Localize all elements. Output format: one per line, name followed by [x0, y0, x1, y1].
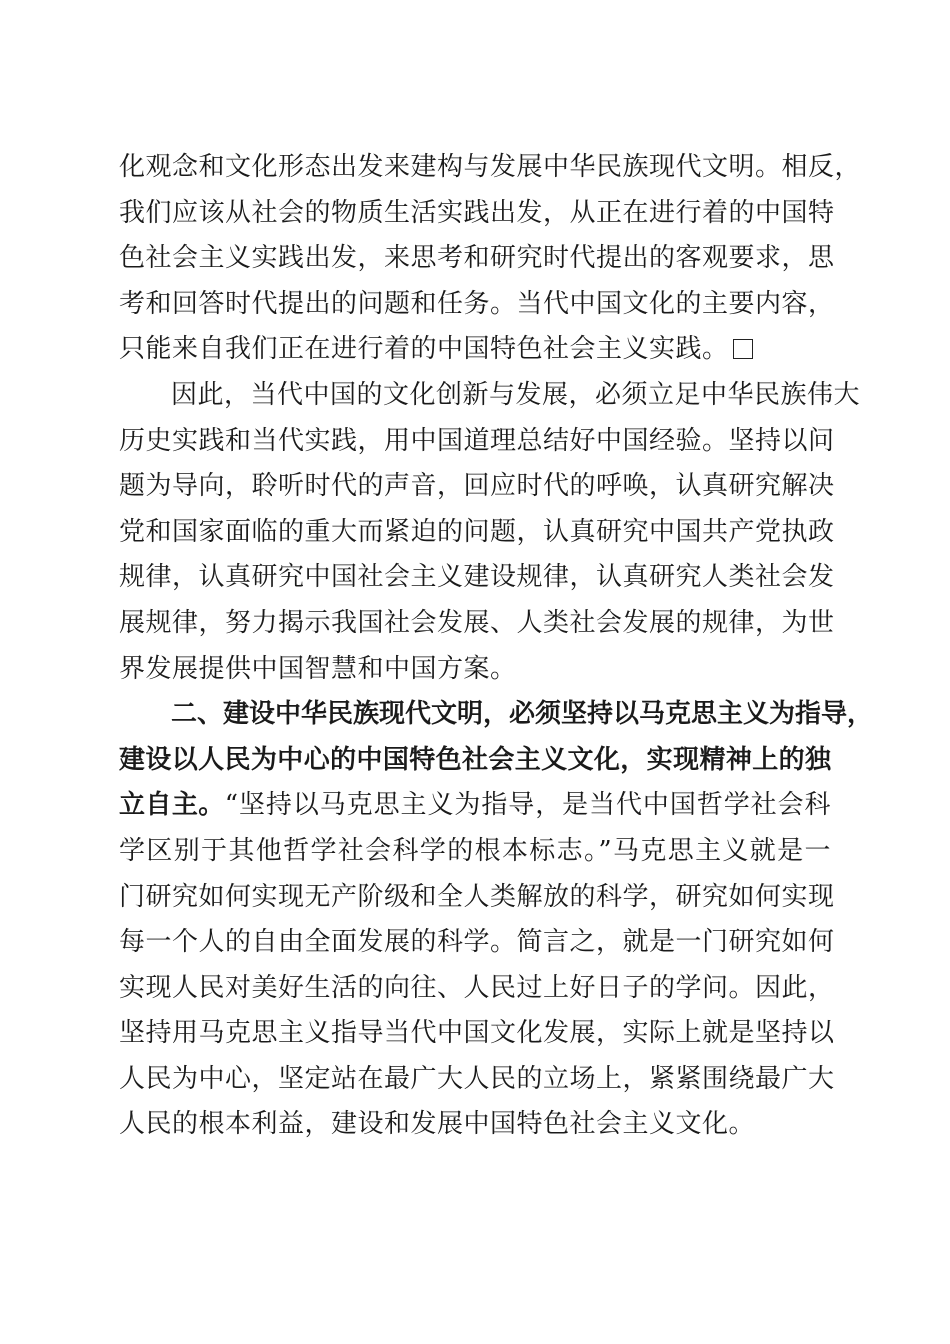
text-line: 考和回答时代提出的问题和任务。当代中国文化的主要内容，	[119, 288, 835, 319]
paragraph-3	[119, 692, 874, 1148]
placeholder-box-icon	[733, 339, 753, 359]
text-line: 人民的根本利益，建设和发展中国特色社会主义文化。	[119, 1109, 756, 1140]
document-page	[119, 145, 874, 1148]
text-line: 门研究如何实现无产阶级和全人类解放的科学，研究如何实现	[119, 881, 835, 912]
text-line-content: 只能来自我们正在进行着的中国特色社会主义实践。	[119, 334, 729, 365]
text-line	[119, 783, 831, 829]
paragraph-1	[119, 145, 862, 373]
text-line: 规律，认真研究中国社会主义建设规律，认真研究人类社会发	[119, 562, 835, 593]
section-heading-tail: 立自主。	[119, 790, 225, 821]
text-line: 界发展提供中国智慧和中国方案。	[119, 653, 517, 684]
text-line: 人民为中心，坚定站在最广大人民的立场上，紧紧围绕最广大	[119, 1063, 835, 1094]
text-line: 党和国家面临的重大而紧迫的问题，认真研究中国共产党执政	[119, 516, 835, 547]
text-line	[119, 327, 831, 373]
text-line: 历史实践和当代实践，用中国道理总结好中国经验。坚持以问	[119, 425, 835, 456]
text-line: 因此，当代中国的文化创新与发展，必须立足中华民族伟大	[171, 379, 861, 410]
text-line: 每一个人的自由全面发展的科学。简言之，就是一门研究如何	[119, 927, 835, 958]
text-line: 色社会主义实践出发，来思考和研究时代提出的客观要求，思	[119, 243, 835, 274]
section-heading-line: 二、建设中华民族现代文明，必须坚持以马克思主义为指导，	[171, 699, 874, 730]
paragraph-2	[119, 373, 861, 692]
text-line: 实现人民对美好生活的向往、人民过上好日子的学问。因此，	[119, 972, 835, 1003]
quote-start: “坚持以马克思主义为指导，是当代中国哲学社会科	[224, 790, 831, 821]
text-line: 我们应该从社会的物质生活实践出发，从正在进行着的中国特	[119, 197, 835, 228]
text-line: 展规律，努力揭示我国社会发展、人类社会发展的规律，为世	[119, 607, 835, 638]
section-heading-line: 建设以人民为中心的中国特色社会主义文化，实现精神上的独	[119, 744, 831, 775]
text-line: 坚持用马克思主义指导当代中国文化发展，实际上就是坚持以	[119, 1018, 835, 1049]
text-line: 化观念和文化形态出发来建构与发展中华民族现代文明。相反，	[119, 152, 862, 182]
text-line: 学区别于其他哲学社会科学的根本标志。”马克思主义就是一	[119, 835, 831, 866]
text-line: 题为导向，聆听时代的声音，回应时代的呼唤，认真研究解决	[119, 471, 835, 502]
